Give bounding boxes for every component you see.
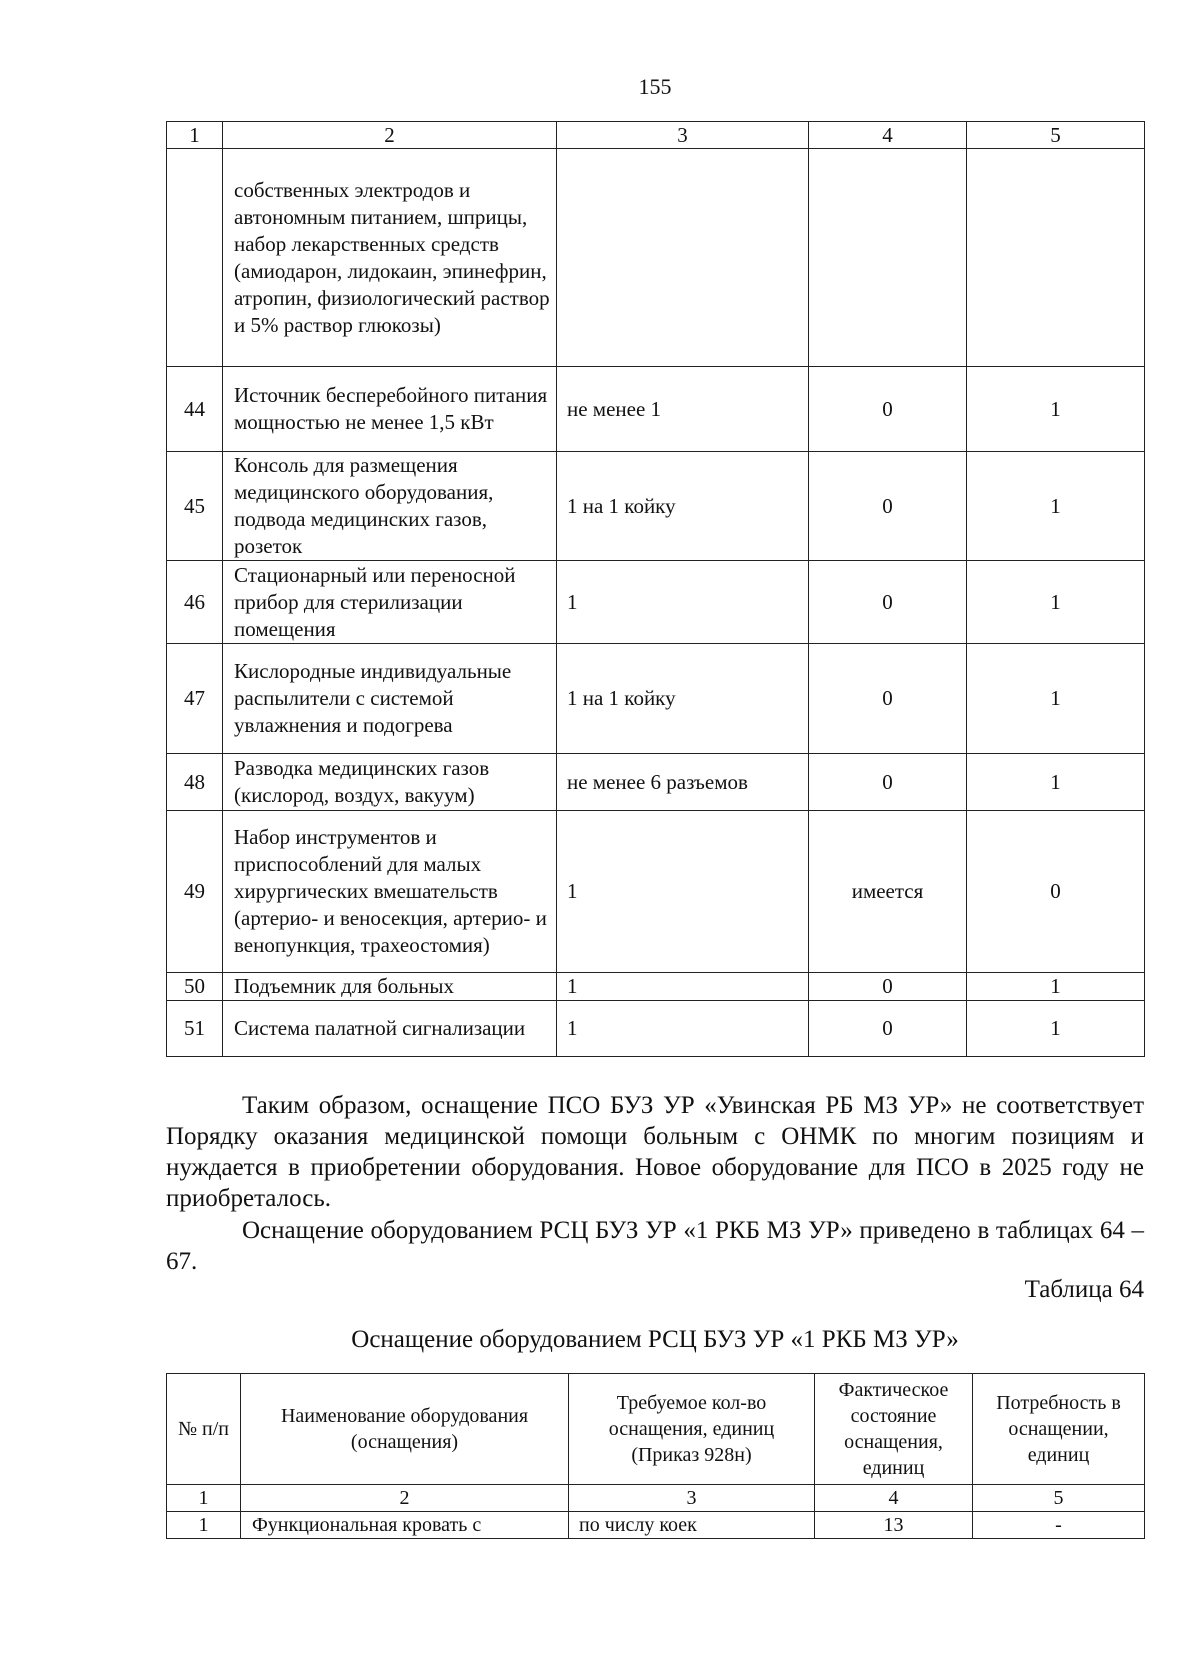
- required-quantity: 1: [557, 1001, 809, 1057]
- col-number: 1: [167, 1485, 241, 1512]
- table-header-row: [167, 1374, 1145, 1485]
- need-quantity: [967, 149, 1145, 367]
- need-quantity: 1: [967, 452, 1145, 561]
- body-paragraph: Оснащение оборудованием РСЦ БУЗ УР «1 РКБ МЗ УР» приведено в таблицах 64 – 67.: [166, 1217, 1144, 1275]
- equipment-name: Источник бесперебойного питания мощностью не менее 1,5 кВт: [223, 367, 557, 452]
- required-quantity: [557, 149, 809, 367]
- col-number: 3: [557, 122, 809, 149]
- row-number: 46: [167, 561, 223, 644]
- need-quantity: 0: [967, 811, 1145, 973]
- table-column-numbers: [167, 1485, 1145, 1512]
- table-row: [167, 452, 1145, 561]
- need-quantity: 1: [967, 644, 1145, 754]
- need-quantity: 1: [967, 754, 1145, 811]
- actual-quantity: имеется: [809, 811, 967, 973]
- header-cell: Фактическое состояние оснащения, единиц: [815, 1374, 973, 1485]
- equipment-name: Функциональная кровать с: [241, 1512, 569, 1539]
- required-quantity: не менее 1: [557, 367, 809, 452]
- table-row: [167, 367, 1145, 452]
- col-number: 5: [973, 1485, 1145, 1512]
- actual-quantity: 0: [809, 754, 967, 811]
- required-quantity: по числу коек: [569, 1512, 815, 1539]
- required-quantity: 1: [557, 561, 809, 644]
- actual-quantity: 13: [815, 1512, 973, 1539]
- equipment-table-continued: [166, 121, 1145, 1057]
- need-quantity: 1: [967, 367, 1145, 452]
- col-number: 4: [815, 1485, 973, 1512]
- equipment-name: Стационарный или переносной прибор для стерилизации помещения: [223, 561, 557, 644]
- col-number: 2: [223, 122, 557, 149]
- row-number: 47: [167, 644, 223, 754]
- required-quantity: не менее 6 разъемов: [557, 754, 809, 811]
- equipment-name: Набор инструментов и приспособлений для малых хирургических вмешательств (артерио- и веносекция, артерио- и венопункция, трахеостомия): [223, 811, 557, 973]
- table-row: [167, 1001, 1145, 1057]
- col-number: 5: [967, 122, 1145, 149]
- table-row: [167, 973, 1145, 1001]
- row-number: 51: [167, 1001, 223, 1057]
- need-quantity: -: [973, 1512, 1145, 1539]
- required-quantity: 1 на 1 койку: [557, 452, 809, 561]
- header-cell: Потребность в оснащении, единиц: [973, 1374, 1145, 1485]
- equipment-name: Разводка медицинских газов (кислород, воздух, вакуум): [223, 754, 557, 811]
- need-quantity: 1: [967, 1001, 1145, 1057]
- required-quantity: 1: [557, 973, 809, 1001]
- col-number: 2: [241, 1485, 569, 1512]
- actual-quantity: 0: [809, 561, 967, 644]
- need-quantity: 1: [967, 561, 1145, 644]
- row-number: 48: [167, 754, 223, 811]
- header-cell: Требуемое кол-во оснащения, единиц (Приказ 928н): [569, 1374, 815, 1485]
- table-row: [167, 1512, 1145, 1539]
- table-row: [167, 811, 1145, 973]
- actual-quantity: 0: [809, 452, 967, 561]
- page-number: 155: [638, 74, 672, 99]
- equipment-name: Система палатной сигнализации: [223, 1001, 557, 1057]
- table-label: Таблица 64: [1024, 1276, 1144, 1303]
- body-paragraph: Таким образом, оснащение ПСО БУЗ УР «Увинская РБ МЗ УР» не соответствует Порядку оказания медицинской помощи больным с ОНМК по многим позициям и нуждается в приобретении оборудования. Новое оборудование для ПСО в 2025 году не приобреталось.: [166, 1092, 1144, 1212]
- actual-quantity: 0: [809, 644, 967, 754]
- row-number: 44: [167, 367, 223, 452]
- row-number: 1: [167, 1512, 241, 1539]
- col-number: 3: [569, 1485, 815, 1512]
- table-row: [167, 754, 1145, 811]
- table-row: [167, 644, 1145, 754]
- equipment-name: Подъемник для больных: [223, 973, 557, 1001]
- actual-quantity: 0: [809, 367, 967, 452]
- actual-quantity: 0: [809, 1001, 967, 1057]
- table-column-numbers: [167, 122, 1145, 149]
- table-title: Оснащение оборудованием РСЦ БУЗ УР «1 РКБ МЗ УР»: [351, 1326, 959, 1353]
- equipment-name: Консоль для размещения медицинского оборудования, подвода медицинских газов, розеток: [223, 452, 557, 561]
- required-quantity: 1: [557, 811, 809, 973]
- equipment-name: собственных электродов и автономным питанием, шприцы, набор лекарственных средств (амиодарон, лидокаин, эпинефрин, атропин, физиологический раствор и 5% раствор глюкозы): [223, 149, 557, 367]
- equipment-name: Кислородные индивидуальные распылители с системой увлажнения и подогрева: [223, 644, 557, 754]
- col-number: 4: [809, 122, 967, 149]
- required-quantity: 1 на 1 койку: [557, 644, 809, 754]
- row-number: [167, 149, 223, 367]
- row-number: 49: [167, 811, 223, 973]
- actual-quantity: [809, 149, 967, 367]
- header-cell: № п/п: [167, 1374, 241, 1485]
- table-row: [167, 561, 1145, 644]
- col-number: 1: [167, 122, 223, 149]
- table-row: [167, 149, 1145, 367]
- actual-quantity: 0: [809, 973, 967, 1001]
- equipment-table-64: [166, 1373, 1145, 1539]
- row-number: 50: [167, 973, 223, 1001]
- row-number: 45: [167, 452, 223, 561]
- header-cell: Наименование оборудования (оснащения): [241, 1374, 569, 1485]
- need-quantity: 1: [967, 973, 1145, 1001]
